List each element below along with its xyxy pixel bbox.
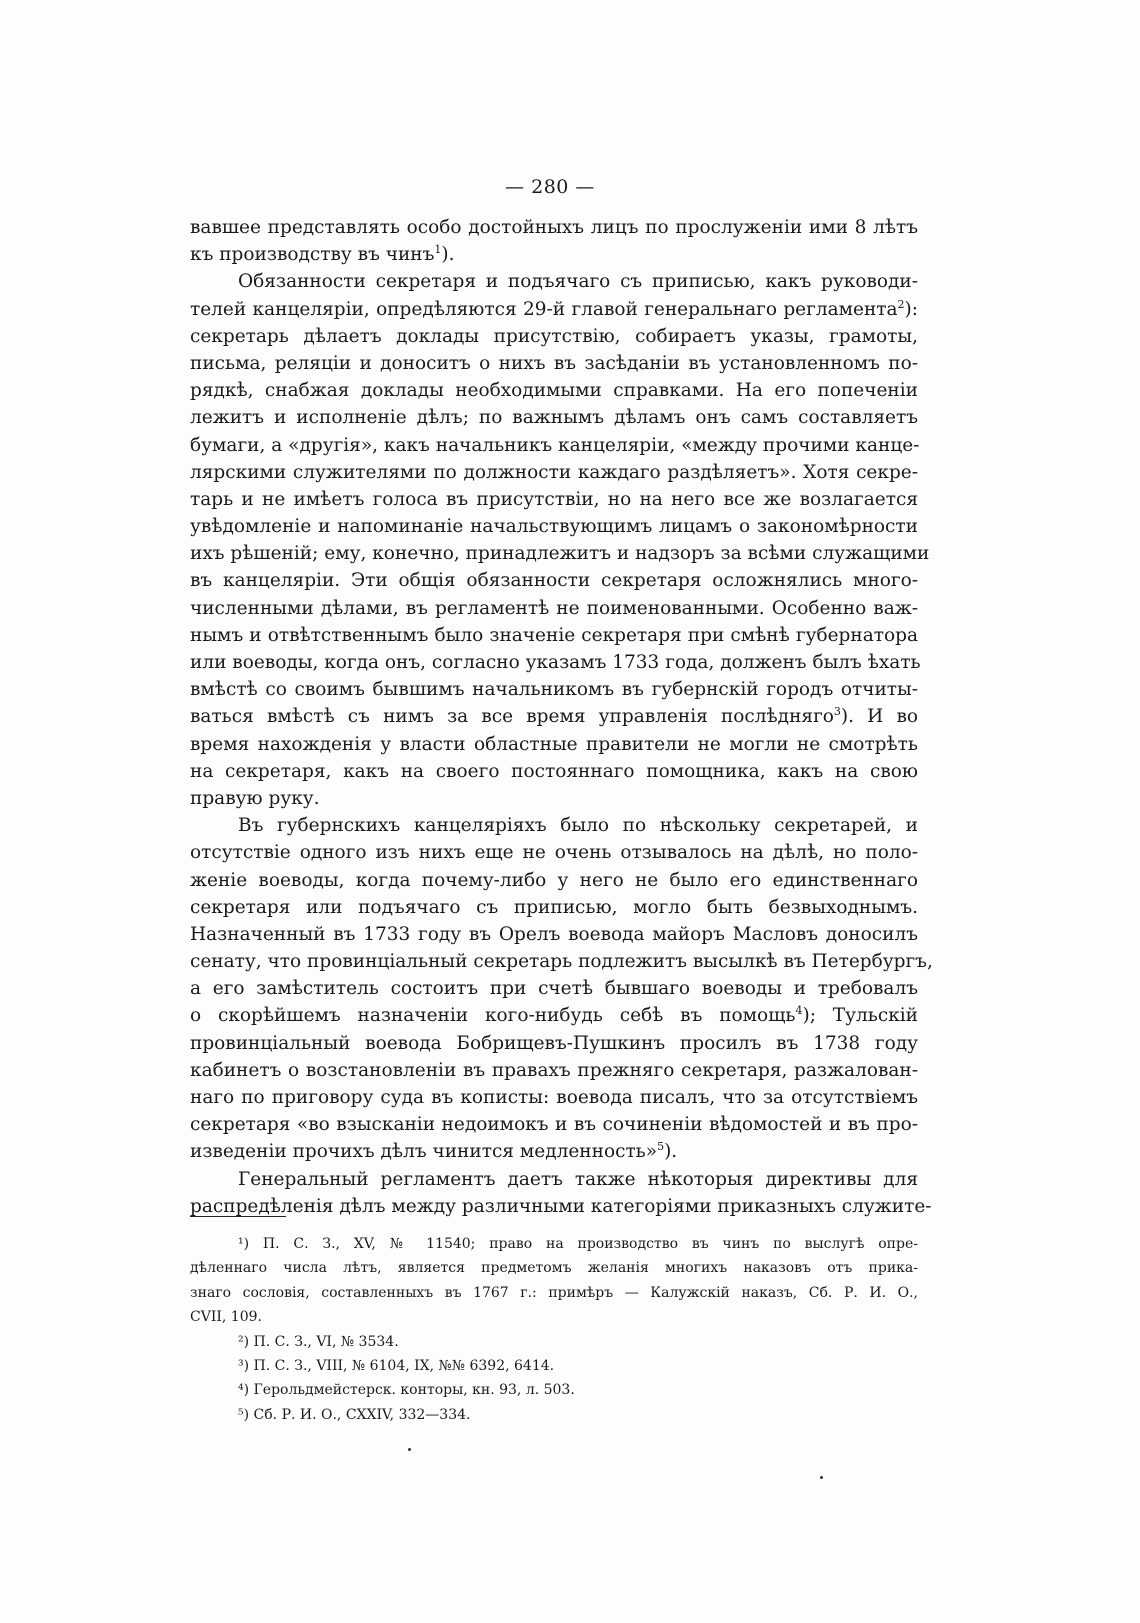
text-line bbox=[190, 975, 918, 1002]
text-line bbox=[190, 676, 918, 703]
text-line bbox=[190, 731, 918, 758]
text-line-content: рядкѣ, снабжая доклады необходимыми справками. На его попеченіи bbox=[190, 380, 918, 402]
text-line bbox=[190, 540, 930, 567]
text-line-content: секретаря «во взысканіи недоимокъ и въ сочиненіи вѣдомостей и въ про- bbox=[190, 1114, 918, 1136]
text-line-content: время нахожденія у власти областные правители не могли не смотрѣть bbox=[190, 733, 918, 755]
text-line bbox=[190, 404, 918, 431]
text-line bbox=[190, 241, 918, 268]
text-line-content: Генеральный регламентъ даетъ также нѣкоторыя директивы для bbox=[238, 1168, 918, 1190]
text-line bbox=[190, 595, 918, 622]
text-line-content: женіе воеводы, когда почему-либо у него не было его единственнаго bbox=[190, 869, 918, 891]
text-line bbox=[190, 459, 918, 486]
footnote-marker[interactable]: 1 bbox=[434, 243, 442, 257]
text-line-content: отсутствіе одного изъ нихъ еще не очень отзывалось на дѣлѣ, но поло- bbox=[190, 842, 918, 864]
text-line bbox=[190, 839, 918, 866]
footnote-separator bbox=[190, 1216, 286, 1217]
text-line-content: на секретаря, какъ на своего постояннаго помощника, какъ на свою bbox=[190, 760, 918, 782]
text-line-content: секретаря или подъячаго съ приписью, могло быть безвыходнымъ. bbox=[190, 896, 918, 918]
footnote-marker[interactable]: 5 bbox=[657, 1140, 665, 1154]
text-line-content: наго по приговору суда въ кописты: воевода писалъ, что за отсутствіемъ bbox=[190, 1087, 918, 1108]
text-line-content: ваться вмѣстѣ съ нимъ за все время управленія послѣдняго bbox=[190, 706, 834, 728]
text-line bbox=[190, 1057, 918, 1084]
text-line-content: секретарь дѣлаетъ доклады присутствію, собираетъ указы, грамоты, bbox=[190, 325, 918, 347]
footnote-line: ³) П. С. З., VIII, № 6104, IX, №№ 6392, 6414. bbox=[238, 1357, 555, 1374]
text-line bbox=[190, 1111, 918, 1138]
text-line bbox=[190, 350, 918, 377]
text-line bbox=[190, 486, 918, 513]
text-line bbox=[190, 703, 918, 730]
text-line bbox=[190, 867, 918, 894]
text-line bbox=[190, 1002, 918, 1029]
scan-speck bbox=[408, 1448, 411, 1451]
text-line-tail: ): bbox=[904, 298, 918, 320]
text-line bbox=[190, 1193, 932, 1220]
text-line-content: правую руку. bbox=[190, 787, 320, 809]
text-line-content: или воеводы, когда онъ, согласно указамъ 1733 года, долженъ былъ ѣхать bbox=[190, 652, 921, 673]
text-line-content: ихъ рѣшеній; ему, конечно, принадлежитъ и надзоръ за всѣми служащими bbox=[190, 543, 930, 565]
text-line-tail: ). bbox=[441, 244, 455, 266]
text-line-content: письма, реляціи и доноситъ о нихъ въ засѣданіи въ установленномъ по- bbox=[190, 352, 918, 374]
text-line bbox=[190, 649, 921, 676]
text-line-content: нымъ и отвѣтственнымъ было значеніе секретаря при смѣнѣ губернатора bbox=[190, 624, 918, 646]
text-line-content: лярскими служителями по должности каждаго раздѣляетъ». Хотя секре- bbox=[190, 461, 918, 483]
text-line-content: Въ губернскихъ канцеляріяхъ было по нѣскольку секретарей, и bbox=[238, 815, 918, 837]
text-line-content: распредѣленія дѣлъ между различными категоріями приказныхъ служите- bbox=[190, 1195, 932, 1217]
text-line bbox=[190, 948, 933, 975]
text-line-content: вавшее представлять особо достойныхъ лицъ по прослуженіи ими 8 лѣтъ bbox=[190, 217, 918, 238]
text-line bbox=[190, 785, 918, 812]
footnote-marker[interactable]: 2 bbox=[897, 297, 905, 311]
footnote-line: ⁵) Сб. Р. И. О., CXXIV, 332—334. bbox=[238, 1406, 471, 1423]
footnote-line: дѣленнаго числа лѣтъ, является предметомъ желанія многихъ наказовъ отъ прика- bbox=[190, 1260, 918, 1277]
text-line bbox=[190, 1030, 918, 1057]
text-line bbox=[190, 812, 918, 839]
text-line-content: лежитъ и исполненіе дѣлъ; по важнымъ дѣламъ онъ самъ составляетъ bbox=[190, 407, 918, 429]
text-line bbox=[190, 377, 918, 404]
footnote-line: знаго сословія, составленныхъ въ 1767 г.: примѣръ — Калужскій наказъ, Сб. Р. И. О., bbox=[190, 1284, 918, 1301]
text-line-content: въ канцеляріи. Эти общія обязанности секретаря осложнялись много- bbox=[190, 570, 918, 592]
text-line-content: вмѣстѣ со своимъ бывшимъ начальникомъ въ губернскій городъ отчиты- bbox=[190, 679, 918, 701]
footnote-line: ⁴) Герольдмейстерск. конторы, кн. 93, л. 503. bbox=[238, 1382, 575, 1399]
text-line-content: телей канцеляріи, опредѣляются 29-й главой генеральнаго регламента bbox=[190, 298, 898, 320]
text-line bbox=[190, 567, 918, 594]
text-line-content: тарь и не имѣетъ голоса въ присутствіи, но на него все же возлагается bbox=[190, 488, 918, 510]
text-line bbox=[190, 323, 918, 350]
text-line bbox=[190, 214, 918, 241]
text-line bbox=[190, 622, 918, 649]
text-line-content: сенату, что провинціальный секретарь подлежитъ высылкѣ въ Петербургъ, bbox=[190, 951, 933, 973]
text-line-content: а его замѣститель состоитъ при счетѣ бывшаго воеводы и требовалъ bbox=[190, 978, 918, 1000]
footnote-line: ²) П. С. З., VI, № 3534. bbox=[238, 1333, 399, 1350]
text-line-content: бумаги, а «другія», какъ начальникъ канцеляріи, «между прочими канце- bbox=[190, 434, 920, 456]
text-line bbox=[190, 894, 918, 921]
text-line-tail: ). bbox=[664, 1141, 678, 1163]
page-number: — 280 — bbox=[505, 176, 595, 198]
main-text bbox=[190, 214, 933, 1220]
footnotes bbox=[190, 1232, 918, 1427]
text-line bbox=[190, 1166, 918, 1193]
text-line-content: Обязанности секретаря и подъячаго съ приписью, какъ руководи- bbox=[238, 271, 918, 293]
text-line-content: численными дѣлами, въ регламентѣ не поименованными. Особенно важ- bbox=[190, 597, 918, 619]
text-line-content: увѣдомленіе и напоминаніе начальствующимъ лицамъ о закономѣрности bbox=[190, 516, 918, 538]
text-line-content: Назначенный въ 1733 году въ Орелъ воевода майоръ Масловъ доносилъ bbox=[190, 923, 918, 945]
footnote-line: CVII, 109. bbox=[190, 1309, 262, 1326]
text-line-content: провинціальный воевода Бобрищевъ-Пушкинъ просилъ въ 1738 году bbox=[190, 1032, 918, 1054]
text-line-content: о скорѣйшемъ назначеніи кого-нибудь себѣ въ помощь bbox=[190, 1005, 796, 1027]
scan-speck bbox=[820, 1476, 823, 1479]
footnote-marker[interactable]: 4 bbox=[795, 1004, 803, 1018]
text-line bbox=[190, 268, 918, 295]
text-line bbox=[190, 1138, 918, 1165]
text-line-content: кабинетъ о возстановленіи въ правахъ прежняго секретаря, разжалован- bbox=[190, 1059, 918, 1081]
text-line bbox=[190, 921, 918, 948]
text-line-tail: ). И во bbox=[840, 706, 919, 728]
text-line bbox=[190, 432, 918, 459]
text-line bbox=[190, 296, 918, 323]
text-line-content: изведеніи прочихъ дѣлъ чинится медленность» bbox=[190, 1141, 658, 1163]
text-line bbox=[190, 513, 918, 540]
footnote-marker[interactable]: 3 bbox=[833, 705, 841, 719]
footnote-line: ¹) П. С. З., XV, № 11540; право на производство въ чинъ по выслугѣ опре- bbox=[238, 1236, 918, 1252]
text-line bbox=[190, 758, 918, 785]
text-line-content: къ производству въ чинъ bbox=[190, 244, 435, 266]
text-line bbox=[190, 1084, 918, 1111]
text-line-tail: ); Тульскій bbox=[802, 1005, 919, 1027]
